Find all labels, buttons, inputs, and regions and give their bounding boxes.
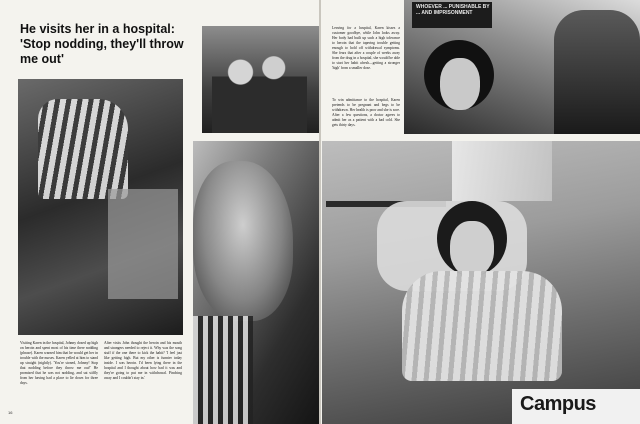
hospital-bed	[108, 189, 178, 299]
magazine-title: Campus	[520, 393, 596, 415]
warning-sign-text: WHOEVER ... PUNISHABLE BY ... AND IMPRISONMENT	[416, 4, 490, 16]
body-text-column-1: Visiting Karen in the hospital, Johnny dozed up high on heroin and spent most of his time there nodding (phrase). Karen warned him that he would get her in trouble with the nurses. Karen yelled at him to stand up straight (nightly). 'You're stoned, Johnny! Stop that nodding before they throw me out!' He promised that he was not nodding, and sat stiffly from her having had a place to lie down for three days.	[20, 341, 98, 385]
man-figure	[554, 10, 640, 134]
caption-right-mid: To win admittance to the hospital, Karen pretends to be pregnant and begs to be withdrawn. Her health is poor and she is sore. After a few questions, a doctor agrees to admit her as a patient with a bad cold. She gets thirty days.	[332, 98, 400, 127]
striped-shirt-figure	[38, 99, 128, 199]
hospital-gown	[402, 271, 562, 381]
karen-face	[450, 221, 494, 276]
page-number: 16	[8, 410, 13, 415]
headline: He visits her in a hospital: 'Stop nodding, they'll throw me out'	[20, 22, 184, 66]
photo-karen-in-hospital-bed	[322, 141, 640, 424]
caption-right-top: Leaving for a hospital, Karen kisses a customer goodbye, while John looks away. Her body had built up such a high tolerance to heroin that the tapering trouble getting enough to hold off withdrawal symptoms. She fears that after a couple of weeks away from the drug in a hospital, she would be able to start her habit afresh—getting a stronger 'high' from a smaller dose.	[332, 26, 400, 70]
photo-johnny-at-bedside	[18, 79, 183, 335]
body-text-column-2: After visits John thought the heroin and his mouth and strangers needed to reject it. Why was the song stuff if the one there to kick the habit? 'I feel just like getting high. But my other is funnier today inside. I was heroin. I'd been lying there in the hospital and I thought about how bad it was and they're going to put me in withdrawal. Pinching away and I couldn't stay in.'	[104, 341, 182, 380]
magazine-on-bed	[512, 389, 640, 424]
photo-johnny-closeup	[193, 141, 319, 424]
photo-couple-leaving	[202, 26, 319, 133]
hospital-curtain	[452, 141, 552, 201]
woman-face	[440, 58, 480, 110]
warning-sign	[412, 2, 492, 28]
group-figures	[212, 46, 307, 133]
striped-shirt-closeup	[193, 316, 253, 424]
photo-karen-kisses-customer	[404, 0, 640, 134]
face-profile	[193, 161, 293, 321]
